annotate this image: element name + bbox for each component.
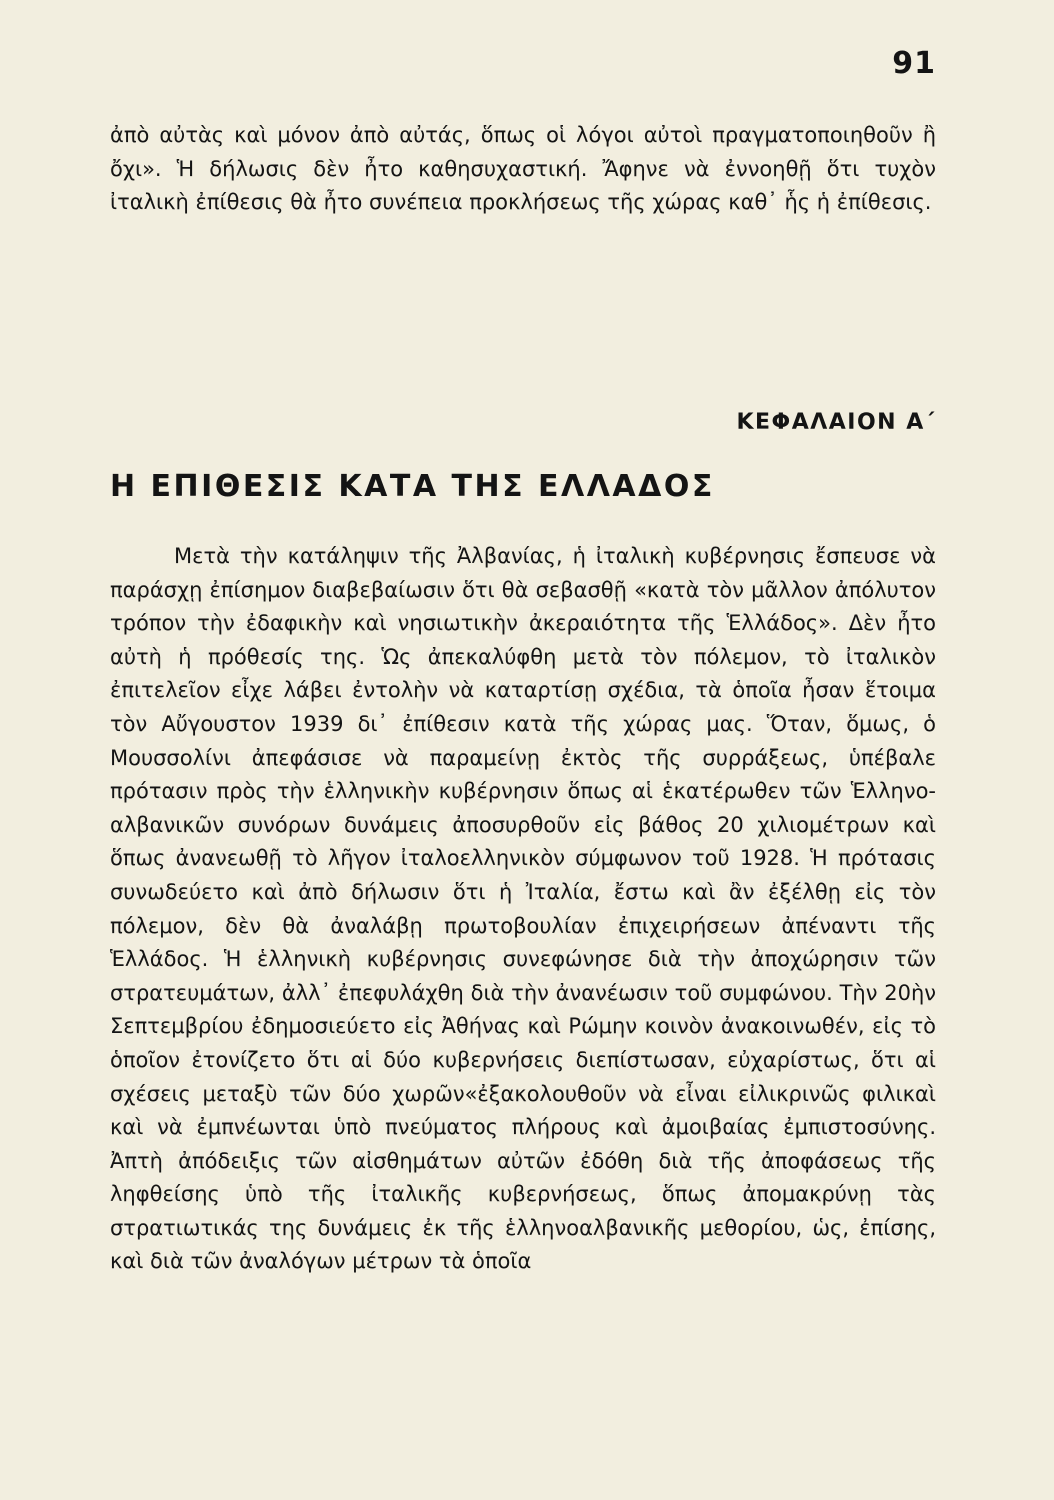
intro-paragraph-text: ἀπὸ αὐτὰς καὶ μόνον ἀπὸ αὐτάς, ὅπως οἱ λόγοι αὐτοὶ πραγματοποιηθοῦν ἢ ὄχι». Ἡ δήλωσις δὲν ἦτο καθησυχαστική. Ἄφηνε νὰ ἐννοηθῇ ὅτι τυχὸν ἰταλικὴ ἐπίθεσις θὰ ἦτο συνέπεια προκλήσεως τῆς χώρας καθ᾿ ἧς ἡ ἐπίθεσις. bbox=[110, 123, 936, 215]
chapter-label: ΚΕΦΑΛΑΙΟΝ Α΄ bbox=[736, 410, 936, 435]
chapter-title: Η ΕΠΙΘΕΣΙΣ ΚΑΤΑ ΤΗΣ ΕΛΛΑΔΟΣ bbox=[110, 469, 715, 504]
body-paragraph-text: Μετὰ τὴν κατάληψιν τῆς Ἀλβανίας, ἡ ἰταλικὴ κυβέρνησις ἔσπευσε νὰ παράσχῃ ἐπίσημον διαβεβαίωσιν ὅτι θὰ σεβασθῇ «κατὰ τὸν μᾶλλον ἀπόλυτον τρόπον τὴν ἐδαφικὴν καὶ νησιωτικὴν ἀκεραιότητα τῆς Ἑλλάδος». Δὲν ἦτο αὐτὴ ἡ πρόθεσίς της. Ὡς ἀπεκαλύφθη μετὰ τὸν πόλεμον, τὸ ἰταλικὸν ἐπιτελεῖον εἶχε λάβει ἐντολὴν νὰ καταρτίσῃ σχέδια, τὰ ὁποῖα ἦσαν ἕτοιμα τὸν Αὔγουστον 1939 δι᾿ ἐπίθεσιν κατὰ τῆς χώρας μας. Ὅταν, ὅμως, ὁ Μουσσολίνι ἀπεφάσισε νὰ παραμείνῃ ἐκτὸς τῆς συρράξεως, ὑπέβαλε πρότασιν πρὸς τὴν ἑλληνικὴν κυβέρνησιν ὅπως αἱ ἑκατέρωθεν τῶν Ἑλληνο-αλβανικῶν συνόρων δυνάμεις ἀποσυρθοῦν εἰς βάθος 20 χιλιομέτρων καὶ ὅπως ἀνανεωθῇ τὸ λῆγον ἰταλοελληνικὸν σύμφωνον τοῦ 1928. Ἡ πρότασις συνωδεύετο καὶ ἀπὸ δήλωσιν ὅτι ἡ Ἰταλία, ἔστω καὶ ἂν ἐξέλθῃ εἰς τὸν πόλεμον, δὲν θὰ ἀναλάβῃ πρωτοβουλίαν ἐπιχειρήσεων ἀπέναντι τῆς Ἑλλάδος. Ἡ ἑλληνικὴ κυβέρνησις συνεφώνησε διὰ τὴν ἀποχώρησιν τῶν στρατευμάτων, ἀλλ᾿ ἐπεφυλάχθη διὰ τὴν ἀνανέωσιν τοῦ συμφώνου. Τὴν 20ὴν Σεπτεμβρίου ἐδημοσιεύετο εἰς Ἀθήνας καὶ Ρώμην κοινὸν ἀνακοινωθέν, εἰς τὸ ὁποῖον ἐτονίζετο ὅτι αἱ δύο κυβερνήσεις διεπίστωσαν, εὐχαρίστως, ὅτι αἱ σχέσεις μεταξὺ τῶν δύο χωρῶν«ἐξακολουθοῦν νὰ εἶναι εἰλικρινῶς φιλικαὶ καὶ νὰ ἐμπνέωνται ὑπὸ πνεύματος πλήρους καὶ ἀμοιβαίας ἐμπιστοσύνης. Ἀπτὴ ἀπόδειξις τῶν αἰσθημάτων αὐτῶν ἐδόθη διὰ τῆς ἀποφάσεως τῆς ληφθείσης ὑπὸ τῆς ἰταλικῆς κυβερνήσεως, ὅπως ἀπομακρύνῃ τὰς στρατιωτικάς της δυνάμεις ἐκ τῆς ἑλληνοαλβανικῆς μεθορίου, ὡς, ἐπίσης, καὶ διὰ τῶν ἀναλόγων μέτρων τὰ ὁποῖα bbox=[110, 544, 936, 1274]
body-paragraph bbox=[110, 540, 936, 1279]
page-number: 91 bbox=[892, 46, 936, 81]
intro-paragraph bbox=[110, 119, 936, 220]
